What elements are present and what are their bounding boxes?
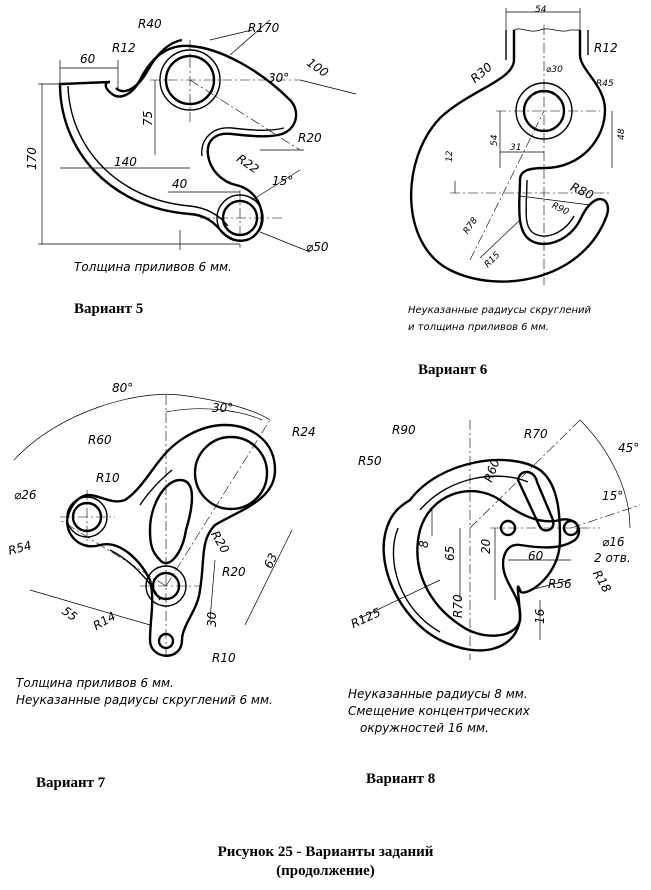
variant8-dim-60: 60 xyxy=(528,549,544,563)
variant5-dim-r40: R40 xyxy=(138,17,162,31)
variant8-dim-r56: R56 xyxy=(548,577,572,591)
variant6-dim-r15: R15 xyxy=(482,250,503,271)
variant6-dim-12: 12 xyxy=(445,150,455,162)
variant8-note-line2: Смещение концентрических xyxy=(348,704,530,718)
variant6-dim-d30: ⌀30 xyxy=(546,65,563,75)
variant6-drawing xyxy=(411,5,627,285)
variant5-dim-15deg: 15° xyxy=(272,174,294,188)
variant5-drawing xyxy=(25,17,356,254)
variant8-note-line1: Неуказанные радиусы 8 мм. xyxy=(348,687,528,701)
variant6-dim-r90: R90 xyxy=(549,201,571,218)
variant8-dim-d16: ⌀16 xyxy=(602,535,625,549)
figure-caption xyxy=(0,843,651,881)
variant5-dim-30deg: 30° xyxy=(268,71,290,85)
variant6-note-line2: и толщина приливов 6 мм. xyxy=(408,322,549,333)
variant7-dim-r10-top: R10 xyxy=(96,471,120,485)
variant5-dim-d50: ⌀50 xyxy=(306,240,329,254)
figure-caption-line2: (продолжение) xyxy=(276,863,375,879)
variant7-dim-r24: R24 xyxy=(292,425,316,439)
variant7-dim-30deg: 30° xyxy=(212,401,234,415)
variant7-dim-r14: R14 xyxy=(90,608,119,633)
variant7-drawing xyxy=(7,381,316,665)
variant7-label: Вариант 7 xyxy=(36,775,106,791)
variant5-dim-r170: R170 xyxy=(248,21,280,35)
variant8-dim-r18: R18 xyxy=(589,567,614,596)
variant7-dim-r20-mid: R20 xyxy=(208,528,233,556)
variant7-dim-r60: R60 xyxy=(88,433,112,447)
variant7-dim-r20: R20 xyxy=(222,565,246,579)
variant8-dim-8: 8 xyxy=(417,540,431,548)
variant8-dim-r70-top: R70 xyxy=(524,427,548,441)
variant7-dim-30: 30 xyxy=(205,611,219,627)
variant5-label: Вариант 5 xyxy=(74,301,144,317)
figure-caption-line1: Рисунок 25 - Варианты заданий xyxy=(217,844,434,860)
variant8-dim-16: 16 xyxy=(533,608,547,624)
variant5-dim-75: 75 xyxy=(141,110,155,126)
variant5-note: Толщина приливов 6 мм. xyxy=(74,260,232,274)
variant6-dim-48: 48 xyxy=(617,128,627,140)
variant5-dim-40: 40 xyxy=(172,177,188,191)
variant8-drawing xyxy=(349,420,640,660)
variant8-dim-r70: R70 xyxy=(451,594,465,618)
variant7-note-line2: Неуказанные радиусы скруглений 6 мм. xyxy=(16,693,273,707)
variant6-dim-54: 54 xyxy=(490,134,500,146)
variant6-dim-r12: R12 xyxy=(594,41,618,55)
variant8-dim-r60: R60 xyxy=(481,457,503,485)
variant6-dim-r80: R80 xyxy=(568,179,596,203)
variant7-note-line1: Толщина приливов 6 мм. xyxy=(16,676,174,690)
variant5-dim-r12: R12 xyxy=(112,41,136,55)
variant5-dim-140: 140 xyxy=(114,155,137,169)
variant6-dim-r45: R45 xyxy=(596,79,614,89)
variant8-dim-65: 65 xyxy=(443,545,457,561)
variant8-dim-15deg: 15° xyxy=(602,489,624,503)
variant7-hole-large xyxy=(195,437,267,509)
variant5-dim-60: 60 xyxy=(80,52,96,66)
variant8-dim-r90: R90 xyxy=(392,423,416,437)
variant5-dim-170: 170 xyxy=(25,147,39,170)
variant7-dim-r10: R10 xyxy=(212,651,236,665)
variant6-note-line1: Неуказанные радиусы скруглений xyxy=(408,305,592,316)
variant8-label: Вариант 8 xyxy=(366,771,436,787)
variant7-dim-63: 63 xyxy=(261,550,281,571)
variant7-dim-r54: R54 xyxy=(6,538,34,558)
variant5-contour xyxy=(60,46,296,241)
variant7-dim-d26: ⌀26 xyxy=(14,488,37,502)
variant6-dim-r78: R78 xyxy=(461,215,481,237)
variant5-dim-100: 100 xyxy=(304,55,331,80)
variant8-dim-20: 20 xyxy=(479,538,493,554)
variant6-label: Вариант 6 xyxy=(418,362,488,378)
variant6-dim-31: 31 xyxy=(510,143,522,153)
variant6-dim-r30: R30 xyxy=(467,59,495,86)
variant7-dim-80deg: 80° xyxy=(112,381,134,395)
variant8-dim-2holes: 2 отв. xyxy=(594,551,631,565)
variant5-dim-r22: R22 xyxy=(234,151,262,177)
variant7-dim-55: 55 xyxy=(59,603,80,624)
variant5-dim-r20: R20 xyxy=(298,131,322,145)
variant8-dim-r125: R125 xyxy=(348,605,383,632)
variant8-dim-45deg: 45° xyxy=(618,441,640,455)
variant8-note-line3: окружностей 16 мм. xyxy=(360,721,489,735)
variant8-dim-r50: R50 xyxy=(358,454,382,468)
variant6-dim-54-top: 54 xyxy=(535,5,547,15)
